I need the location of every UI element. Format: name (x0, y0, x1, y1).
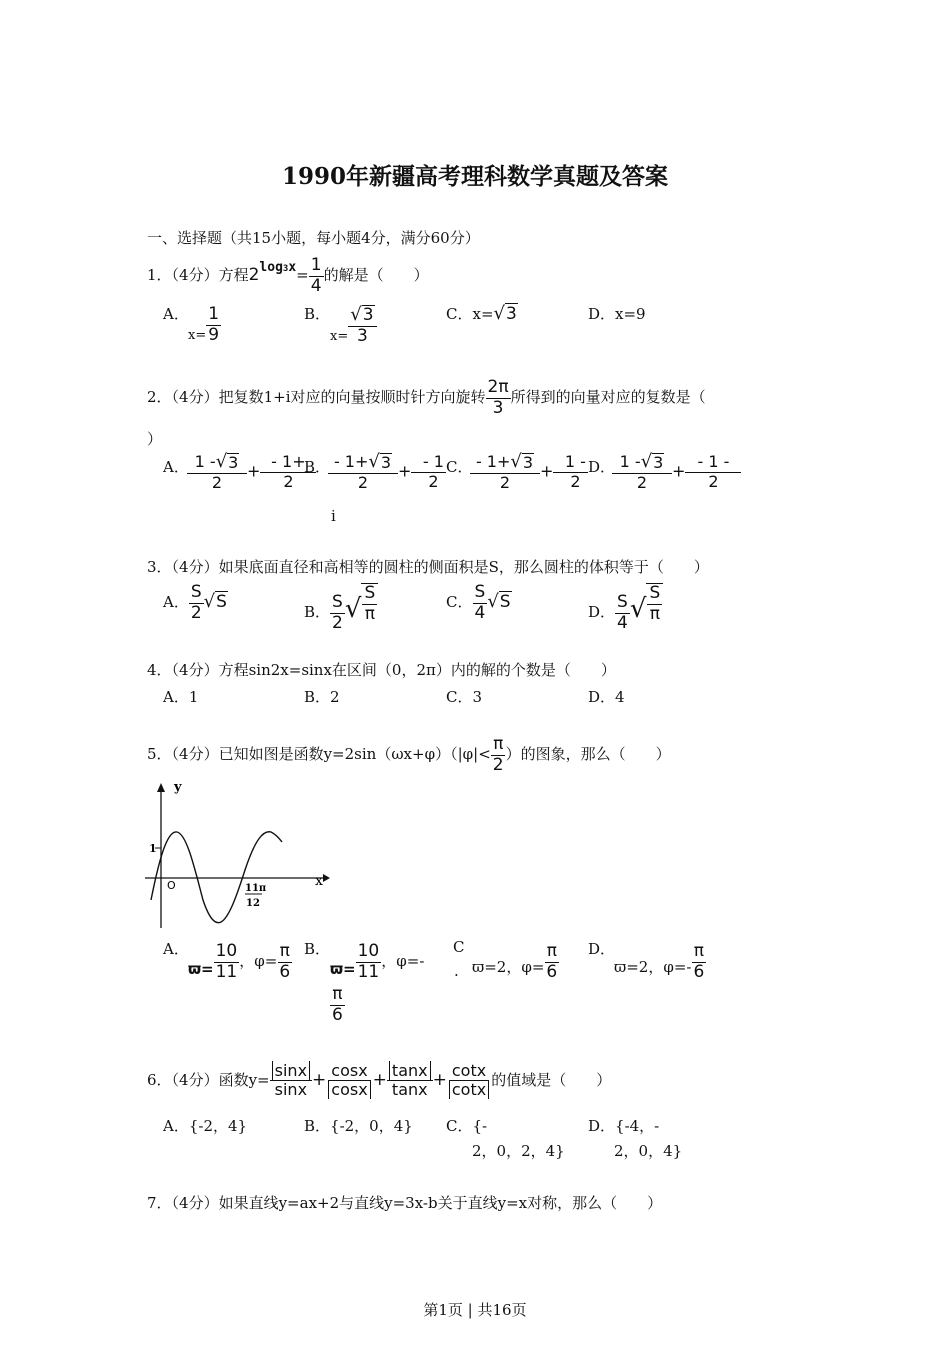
question-1 (147, 256, 429, 296)
q5-option-a-label: A． (163, 940, 189, 958)
q2-option-d-label: D． (588, 458, 616, 476)
y-one-label: 1 (149, 842, 157, 855)
q5-option-b-label: B． (304, 940, 331, 958)
q2-option-b-label: B． (304, 458, 331, 476)
q3-option-a: A． $\frac{S}{2}$ √ S (163, 582, 227, 623)
sine-curve (151, 832, 282, 923)
section-heading: 一、选择题（共15小题，每小题4分，满分60分） (147, 229, 480, 247)
q1-base: 2 (248, 265, 260, 286)
q2-option-c-label: C． (446, 458, 473, 476)
q5-option-a: ϖ= $\frac{10}{11}$ ，φ= $\frac{\pi}{6}$ (188, 941, 291, 982)
q2-option-a-label: A． (163, 458, 189, 476)
q2-option-c: - 1+ √ 3 2 + $\frac{1 -}{2}$ (470, 452, 588, 492)
q1-option-a: A． (163, 305, 189, 323)
q1-option-b-math: x= √ 3 3 (330, 305, 377, 346)
origin-label: O (167, 879, 176, 892)
q5-option-d: ϖ=2，φ=- $\frac{\pi}{6}$ (614, 941, 705, 982)
question-3: 3．（4分）如果底面直径和高相等的圆柱的侧面积是S，那么圆柱的体积等于（ ） (147, 558, 709, 576)
q2-option-a: 1 - √ 3 2 + $\frac{- 1+}{2}$ (187, 452, 316, 492)
q1-prefix: 1．（4分）方程 (147, 266, 249, 285)
q5-option-b-wrap: $\frac{\pi}{6}$ (332, 984, 343, 1025)
question-7: 7．（4分）如果直线y=ax+2与直线y=3x-b关于直线y=x对称，那么（ ） (147, 1194, 663, 1212)
q6-option-c-line1: C．{- (446, 1117, 488, 1135)
page-title: 1990年新疆高考理科数学真题及答案 (281, 163, 668, 190)
q5-sine-graph (145, 780, 330, 930)
q6-option-a: A．{-2，4} (163, 1117, 248, 1135)
q1-option-b: B． (304, 305, 331, 323)
q2-option-d: 1 - √ 3 2 + $\frac{- 1 -}{2}$ (612, 452, 741, 492)
q1-fraction: $\frac{1}{4}$ (310, 255, 322, 296)
question-2: 2．（4分）把复数1+i对应的向量按顺时针方向旋转 $\frac{2\pi}{3}$ 所得到的向量对应的复数是（ (147, 377, 706, 418)
q4-option-d: D．4 (588, 688, 625, 706)
q3-option-d: D． $\frac{S}{4}$ √ $\frac{S}{\pi}$ (588, 583, 663, 633)
question-2-line2: ） (147, 430, 163, 448)
q5-option-d-label: D． (588, 940, 616, 958)
q4-option-a: A．1 (163, 688, 199, 706)
q5-option-c: ϖ=2，φ= $\frac{\pi}{6}$ (472, 941, 558, 982)
q1-option-d: D．x=9 (588, 305, 646, 323)
question-6: 6．（4分）函数y= $\frac{\sin x}{\sin x}$ + $\frac{\cos x}{\cos x}$ + $\frac{\tan x}{\tan x}$ + $\frac{\cot x}{\cot x}$ 的值域是（ ） (147, 1061, 612, 1100)
tick-label-den: 12 (246, 898, 260, 909)
q3-option-c: C． $\frac{S}{4}$ √ S (446, 582, 511, 623)
q2-option-b-wrap: i (331, 507, 336, 525)
q4-option-c: C．3 (446, 688, 483, 706)
q1-eq: = (296, 266, 309, 285)
question-4: 4．（4分）方程sin2x=sinx在区间（0，2π）内的解的个数是（ ） (147, 661, 616, 679)
q6-option-d-line1: D．{-4，- (588, 1117, 660, 1135)
page-footer: 第1页 | 共16页 (423, 1301, 527, 1319)
q5-option-b: ϖ= $\frac{10}{11}$ ，φ=- (330, 941, 425, 982)
tick-label-num: 11π (245, 883, 267, 894)
question-5: 5．（4分）已知如图是函数y=2sin（ωx+φ）（|φ|< $\frac{\pi}{2}$ ）的图象，那么（ ） (147, 734, 671, 775)
q5-option-c-dot: . (454, 962, 459, 980)
q6-option-c-line2: 2，0，2，4} (472, 1142, 565, 1160)
q5-option-c-label: C (453, 938, 465, 956)
q1-suffix: 的解是（ ） (323, 266, 429, 285)
q2-fraction: $\frac{2\pi}{3}$ (487, 377, 509, 418)
x-axis-arrow (323, 874, 330, 882)
q2-option-b: - 1+ √ 3 2 + $\frac{- 1}{2}$ (328, 452, 446, 492)
q1-option-c: C．x= √ 3 (446, 303, 517, 324)
q6-option-d-line2: 2，0，4} (614, 1142, 683, 1160)
x-axis-label: x (315, 873, 323, 889)
q6-option-b: B．{-2，0，4} (304, 1117, 413, 1135)
y-axis-arrow (157, 783, 165, 792)
q3-option-b: B． $\frac{S}{2}$ √ $\frac{S}{\pi}$ (304, 583, 378, 633)
q1-option-a-math: x= $\frac{1}{9}$ (188, 304, 220, 345)
y-axis-label: y (174, 780, 182, 795)
q1-exponent: log3x (259, 260, 297, 276)
q4-option-b: B．2 (304, 688, 340, 706)
